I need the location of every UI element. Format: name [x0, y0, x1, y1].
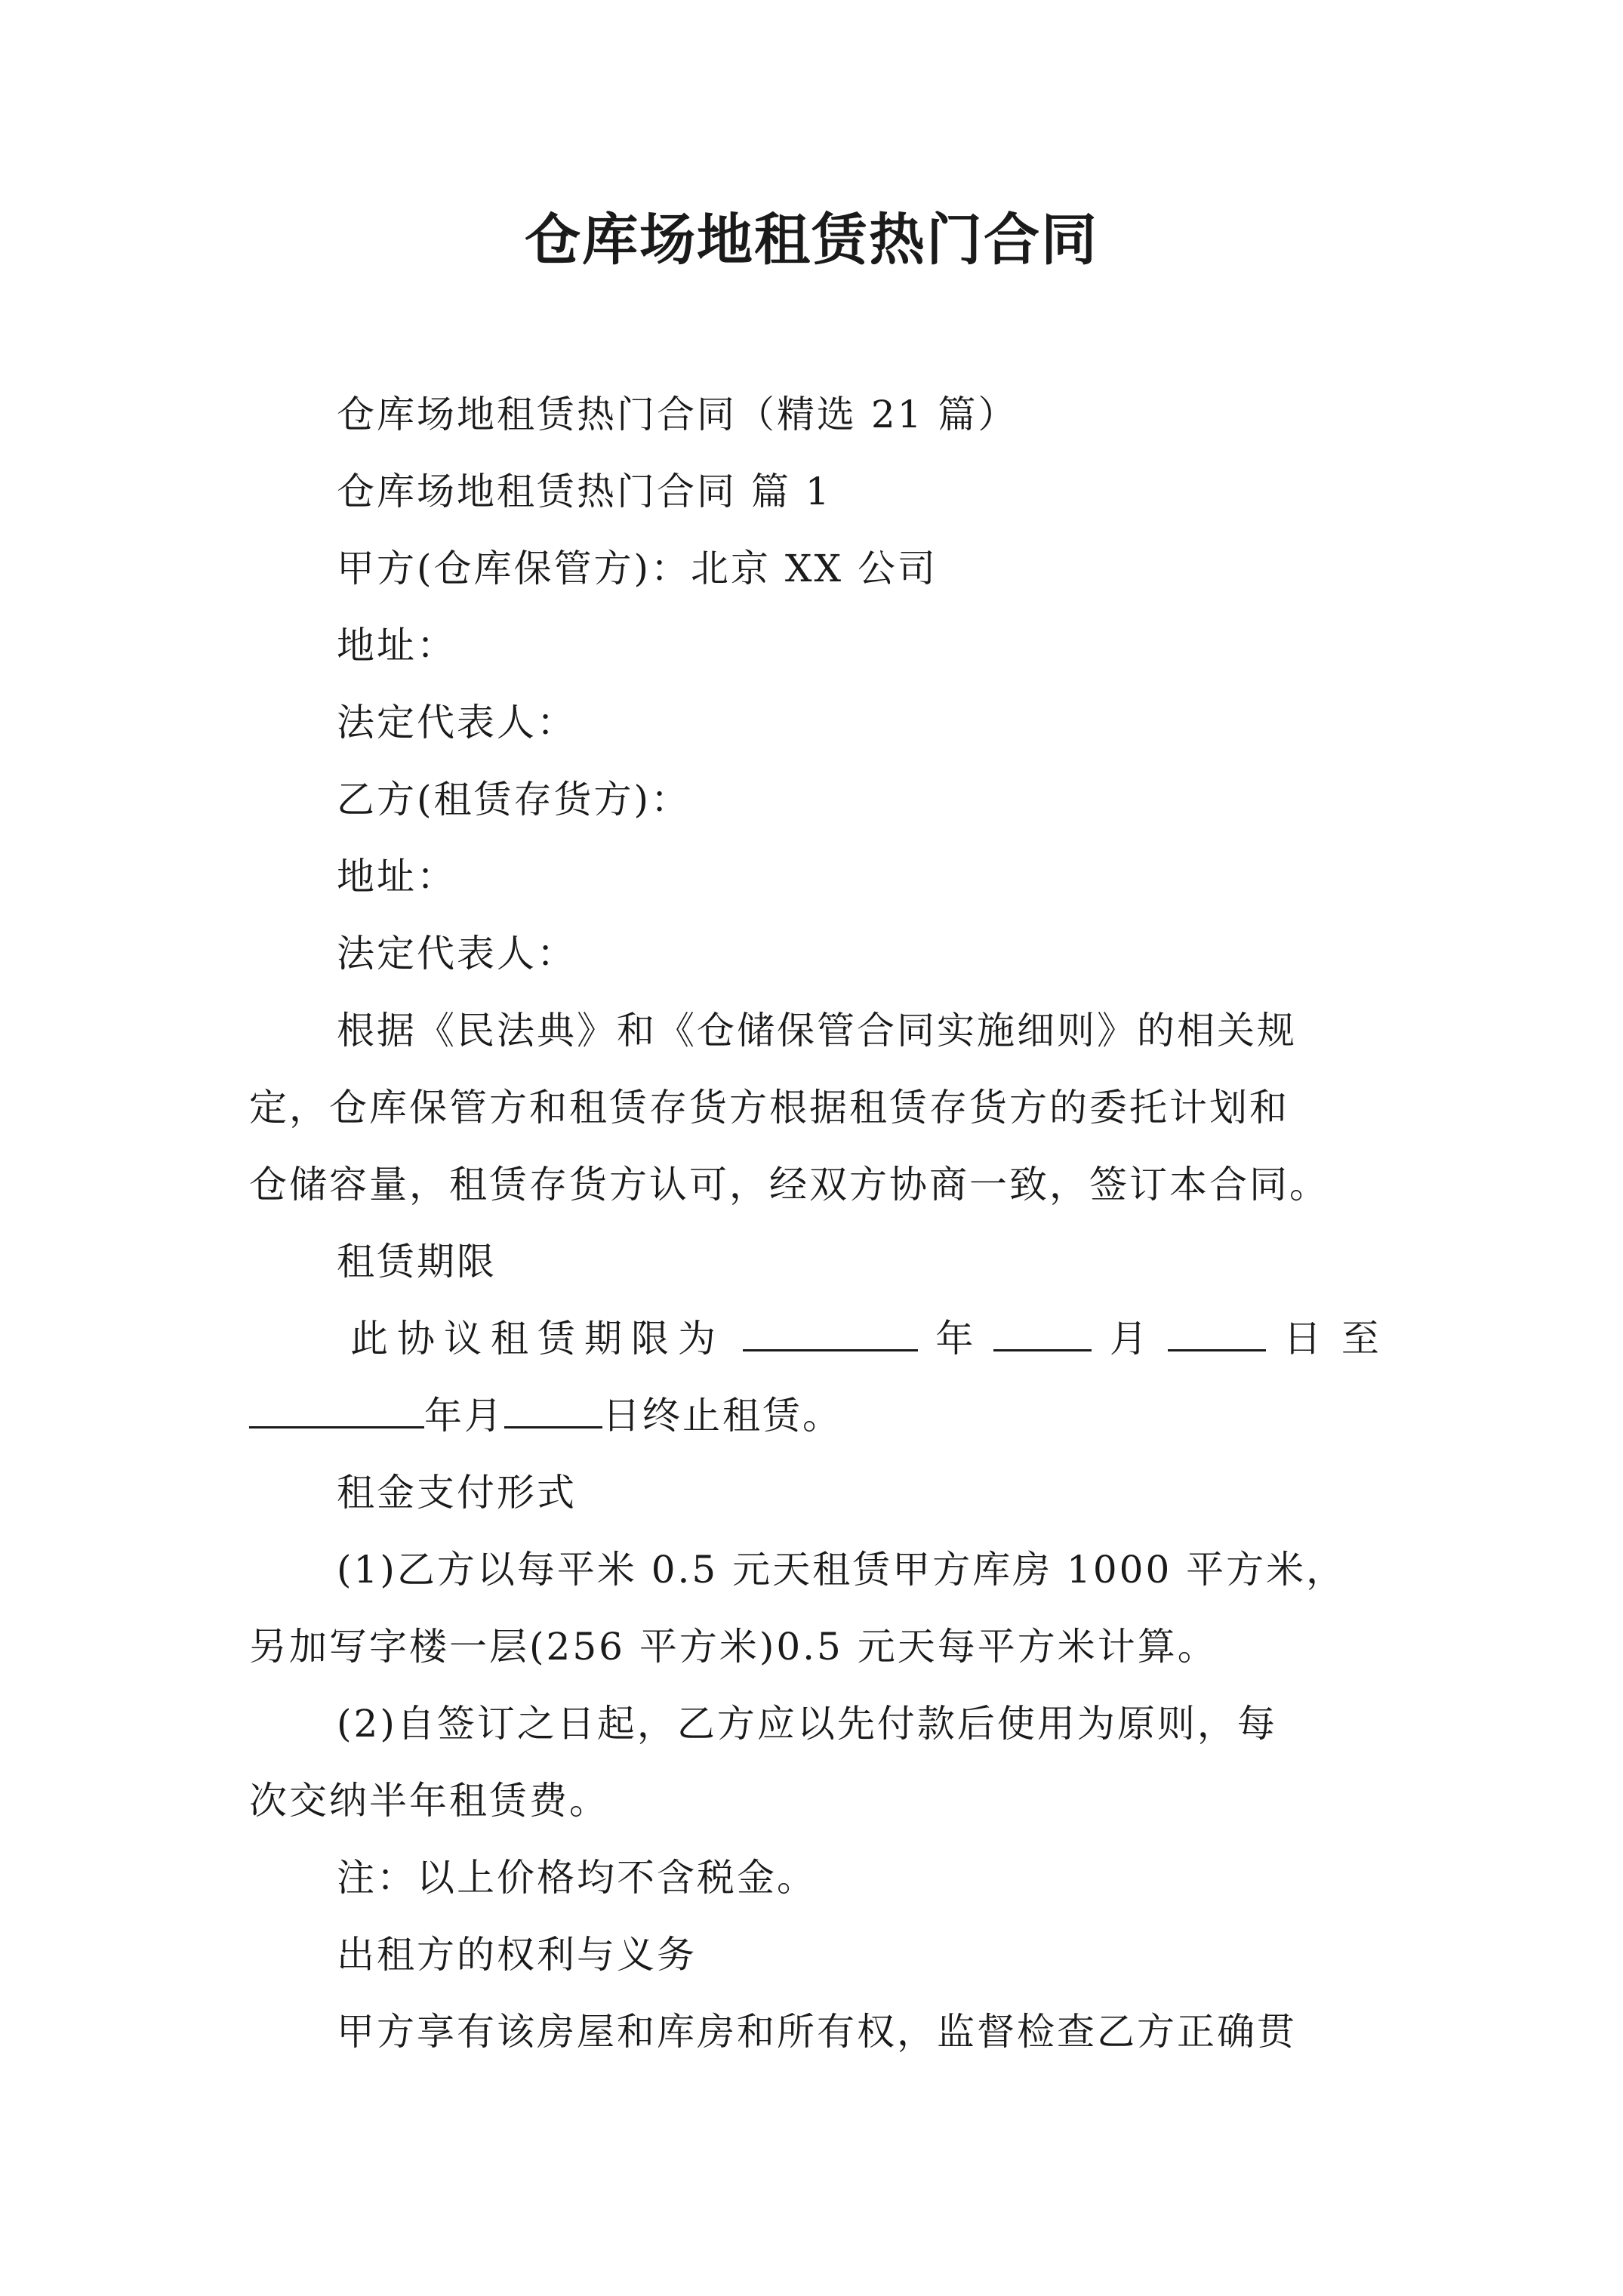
preamble-line-3: 仓储容量，租赁存货方认可，经双方协商一致，签订本合同。 — [249, 1163, 1329, 1207]
preamble-line-2: 定，仓库保管方和租赁存货方根据租赁存货方的委托计划和 — [249, 1086, 1289, 1130]
preamble-line-1: 根据《民法典》和《仓储保管合同实施细则》的相关规 — [337, 1009, 1297, 1052]
document-body — [249, 376, 1381, 2070]
end-year-month-label: 年月 — [424, 1394, 504, 1438]
lessor-rights-heading: 出租方的权利与义务 — [337, 1933, 697, 1977]
end-year-blank — [249, 1393, 424, 1428]
party-b-line: 乙方(租赁存货方)： — [337, 778, 691, 821]
start-day-blank — [1168, 1316, 1266, 1351]
collection-heading: 仓库场地租赁热门合同（精选 21 篇） — [337, 393, 1018, 436]
end-day-blank — [504, 1393, 602, 1428]
document-title: 仓库场地租赁热门合同 — [525, 208, 1098, 273]
party-a-representative: 法定代表人： — [337, 701, 577, 744]
section-heading: 仓库场地租赁热门合同 篇 1 — [337, 470, 832, 513]
to-label: 至 — [1341, 1317, 1381, 1361]
start-day-label: 日 — [1283, 1317, 1324, 1361]
start-year-label: 年 — [935, 1317, 976, 1361]
payment-item-1-line-1: (1)乙方以每平米 0.5 元天租赁甲方库房 1000 平方米， — [337, 1548, 1347, 1592]
party-b-representative: 法定代表人： — [337, 932, 577, 975]
start-month-label: 月 — [1109, 1317, 1150, 1361]
lessor-rights-line-1: 甲方享有该房屋和库房和所有权，监督检查乙方正确贯 — [337, 2010, 1297, 2054]
lease-term-text: 此协议租赁期限为 — [350, 1317, 725, 1361]
party-a-line: 甲方(仓库保管方)：北京 XX 公司 — [337, 547, 938, 590]
start-month-blank — [993, 1316, 1092, 1351]
lease-term-line-1 — [249, 1300, 1381, 1377]
lease-term-line-2 — [249, 1377, 1381, 1454]
tax-note: 注：以上价格均不含税金。 — [337, 1856, 817, 1900]
payment-item-2-line-2: 次交纳半年租赁费。 — [249, 1779, 609, 1823]
party-a-address: 地址： — [337, 624, 457, 667]
payment-item-2-line-1: (2)自签订之日起，乙方应以先付款后使用为原则，每 — [337, 1702, 1277, 1746]
party-b-address: 地址： — [337, 855, 457, 898]
payment-heading: 租金支付形式 — [337, 1471, 577, 1515]
payment-item-1-line-2: 另加写字楼一层(256 平方米)0.5 元天每平方米计算。 — [249, 1625, 1218, 1669]
start-year-blank — [743, 1316, 918, 1351]
end-terminate-text: 日终止租赁。 — [602, 1394, 842, 1438]
lease-term-heading: 租赁期限 — [337, 1240, 497, 1284]
